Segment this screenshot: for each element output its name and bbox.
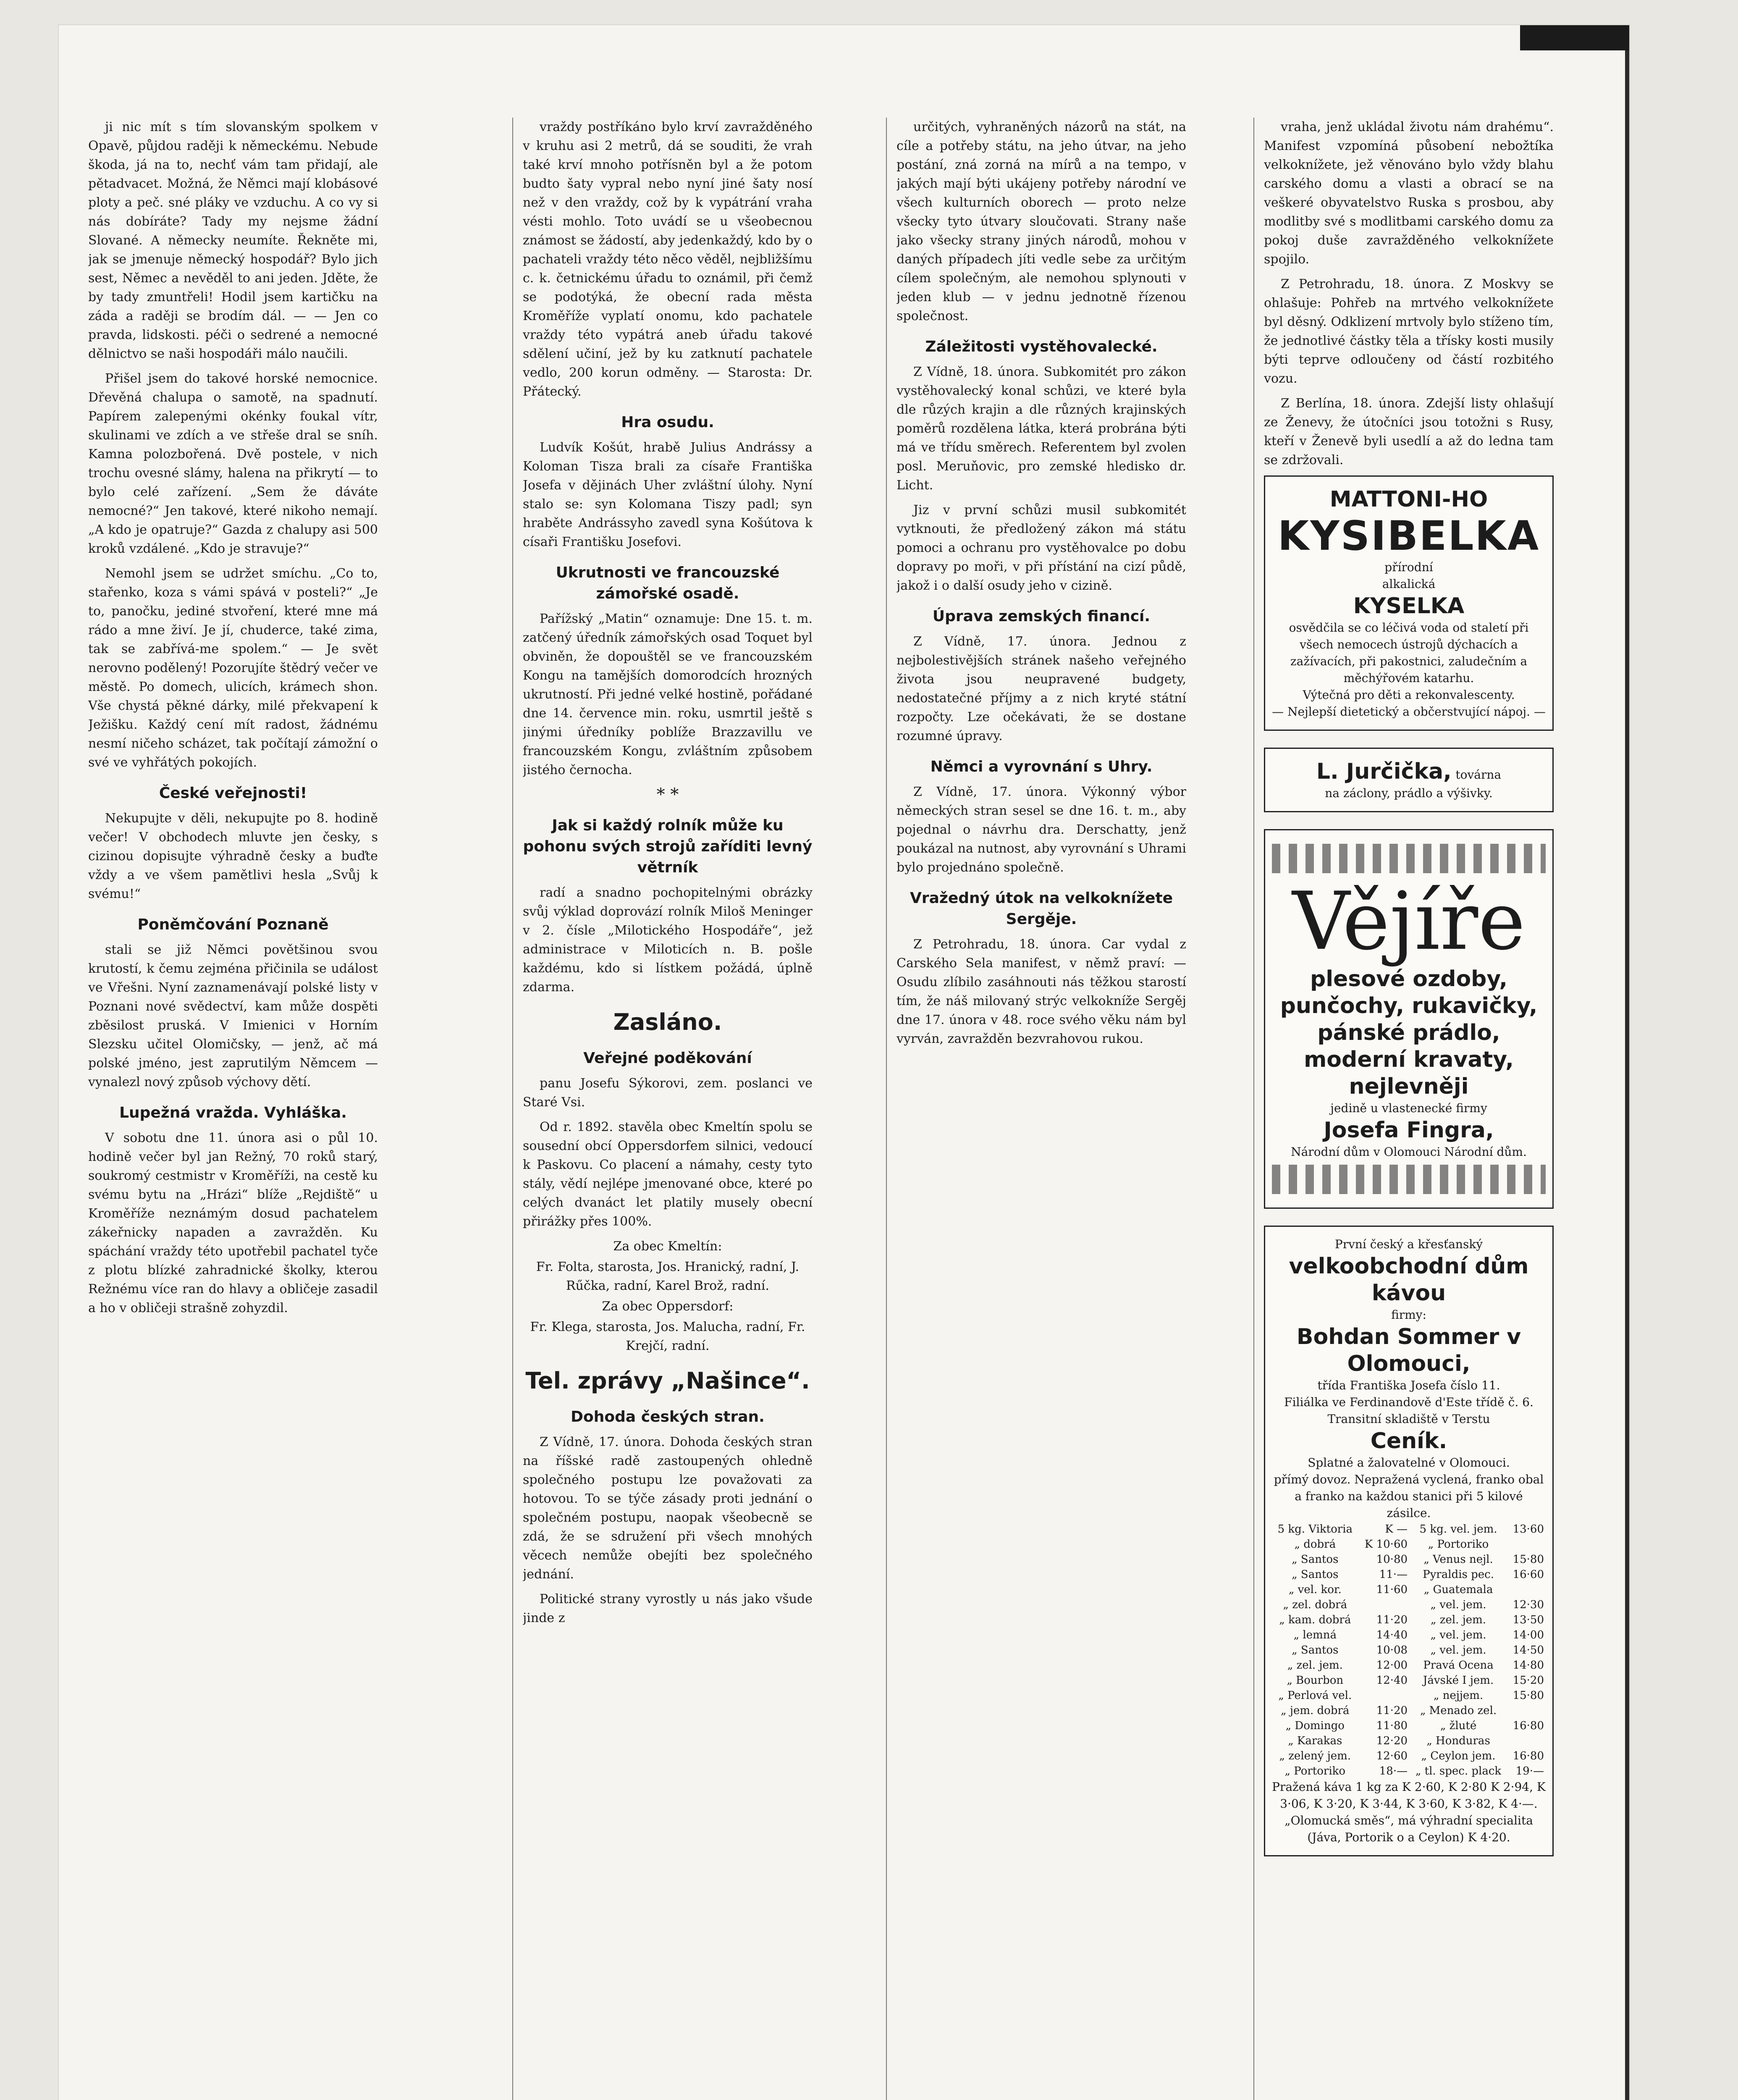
column-1 <box>88 118 378 2100</box>
article-paragraph: Z Petrohradu, 18. února. Car vydal z Carského Sela manifest, v němž praví: — Osudu zlíbilo zasáhnouti nás těžkou starostí tím, že náš milovaný strýc velkokníže Sergěj dne 17. února v 48. roce svého věku nám byl vyrván, zavražděn bezvrahovou rukou. <box>897 937 1186 1046</box>
advert-text: Výtečná pro děti a rekonvalescenty. <box>1303 688 1515 702</box>
table-cell: „ nejjem. <box>1433 1689 1484 1702</box>
advert-line: třída Františka Josefa číslo 11. <box>1317 1378 1500 1392</box>
table-cell: „ Bourbon <box>1287 1674 1344 1687</box>
article-heading: Jak si každý rolník může ku pohonu svých strojů zaříditi levný větrník <box>523 817 813 876</box>
article-heading: Němci a vyrovnání s Uhry. <box>930 758 1153 775</box>
table-row <box>1272 1718 1546 1733</box>
ornament-border <box>1272 844 1546 873</box>
table-row <box>1272 1703 1546 1718</box>
table-cell: 15·80 <box>1513 1553 1544 1566</box>
article-paragraph: vraha, jenž ukládal životu nám drahému“. Manifest vzpomíná působení nebožtíka velkoknížete, jež věnováno bylo vždy blahu carského domu a vlasti a obrací se na veškeré obyvatelstvo Ruska s prosbou, aby modlitby své s modlitbami carského domu za pokoj duše zavražděného velkoknížete spojilo. <box>1264 120 1554 267</box>
advert-brand: KYSIBELKA <box>1277 512 1540 559</box>
advert-title: MATTONI-HO <box>1329 487 1488 512</box>
advert-line: Josefa Fingra, <box>1324 1118 1494 1143</box>
advert-line: přímý dovoz. Nepražená vyclená, franko obal a franko na každou stanici při 5 kilové zásilce. <box>1274 1473 1544 1520</box>
table-cell: 16·80 <box>1513 1719 1544 1732</box>
advert-line: Transitní skladiště v Terstu <box>1327 1412 1490 1426</box>
table-cell: 14·00 <box>1513 1629 1544 1641</box>
table-cell <box>1507 1733 1546 1748</box>
article-heading: Poněmčování Poznaně <box>137 916 329 933</box>
table-cell: „ Guatemala <box>1423 1583 1493 1596</box>
table-cell: 18·— <box>1379 1765 1408 1777</box>
signature-line: Za obec Oppersdorf: <box>602 1299 734 1314</box>
advert-subtitle: alkalická <box>1382 577 1436 591</box>
column-rule <box>886 118 887 2100</box>
advert-sommer <box>1264 1226 1554 1856</box>
advert-mattoni <box>1264 475 1554 731</box>
table-cell: 14·50 <box>1513 1644 1544 1656</box>
table-cell: „ kam. dobrá <box>1279 1614 1351 1626</box>
table-cell: 16·60 <box>1513 1568 1544 1581</box>
article-heading: Ukrutnosti ve francouzské zámořské osadě. <box>556 564 780 602</box>
article-heading: Dohoda českých stran. <box>571 1408 765 1425</box>
ornament-border <box>1272 1165 1546 1194</box>
advert-line: plesové ozdoby, <box>1310 966 1508 992</box>
advert-brand: Vějíře <box>1292 875 1526 968</box>
article-paragraph: V sobotu dne 11. února asi o půl 10. hodině večer byl jan Režný, 70 roků starý, soukromý cestmistr v Kroměříži, na cestě ku svému bytu na „Hrázi“ blíže „Rejdiště“ u Kroměříže neznámým dosud pachatelem zákeřnicky napaden a zavražděn. Ku spáchání vraždy této upotřebil pachatel tyče z plotu blízké zahradnické školky, kterou Režnému více ran do hlavy a obličeje zasadil a ho v obličeji strašně zohyzdil. <box>88 1131 378 1315</box>
signature-line: Fr. Folta, starosta, Jos. Hranický, radní, J. Rűčka, radní, Karel Brož, radní. <box>536 1260 800 1293</box>
table-cell: 10·08 <box>1376 1644 1408 1656</box>
table-cell: „ vel. jem. <box>1430 1599 1486 1611</box>
advert-line: moderní kravaty, <box>1304 1047 1514 1072</box>
table-cell: 12·20 <box>1376 1735 1408 1747</box>
table-cell: 16·80 <box>1513 1750 1544 1762</box>
article-paragraph: vraždy postříkáno bylo krví zavražděného v kruhu asi 2 metrů, dá se souditi, že vrah také krví mnoho potřísněn byl a že potom budto šaty vypral nebo nyní jiné šaty nosí než v den vraždy, což by k vypátrání vraha vésti mohlo. Toto uvádí se u všeobecnou známost se žádostí, aby jedenkaždý, kdo by o pachateli vraždy této něco věděl, nejbližšímu c. k. četnickému úřadu to oznámil, při čemž se podotýká, že obecní rada města Kroměříže vyplatí onomu, kdo pachatele vraždy této vypátrá aneb úřadu takové sdělení učiní, jež by ku zatknutí pachatele vedlo, 200 korun odměny. — Starosta: Dr. Přátecký. <box>523 120 813 399</box>
table-row <box>1272 1628 1546 1643</box>
table-cell: „ zelený jem. <box>1279 1750 1351 1762</box>
table-cell: 13·60 <box>1513 1523 1544 1536</box>
table-row <box>1272 1673 1546 1688</box>
table-cell: „ Domingo <box>1285 1719 1345 1732</box>
article-paragraph: Přišel jsem do takové horské nemocnice. Dřevěná chalupa o samotě, na spadnutí. Papírem zalepenými okénky foukal vítr, skulinami ve zdích a ve střeše dral se sníh. Kamna polozbořená. Dvě postele, v nich trochu ovesné slámy, halena na přikrytí — to bylo celé zařízení. „Sem že dáváte nemocné?“ Jen takové, které nikoho nemají. „A kdo je opatruje?“ Gazda z chalupy asi 500 kroků vzdálené. „Kdo je stravuje?“ <box>88 371 378 556</box>
table-cell: 11·60 <box>1376 1583 1408 1596</box>
table-row <box>1272 1522 1546 1537</box>
advert-line: Národní dům v Olomouci Národní dům. <box>1291 1145 1527 1159</box>
table-cell: 12·30 <box>1513 1599 1544 1611</box>
article-heading: Vražedný útok na velkoknížete Sergěje. <box>910 890 1173 928</box>
article-paragraph: Jiz v první schůzi musil subkomitét vytknouti, že předložený zákon má státu pomoci a ochranu pro vystěhovalce po dobu dopravy po moři, v při přístání na cizí půdě, jakož i o další osudy jeho v cizině. <box>897 503 1186 593</box>
table-cell: „ zel. jem. <box>1287 1659 1343 1672</box>
table-cell: 5 kg. vel. jem. <box>1419 1523 1497 1536</box>
table-cell: 12·00 <box>1376 1659 1408 1672</box>
table-cell <box>1507 1537 1546 1552</box>
table-cell: Jávské I jem. <box>1423 1674 1494 1687</box>
article-paragraph: Z Vídně, 17. února. Dohoda českých stran na říšské radě zastoupených ohledně společného postupu lze považovati za hotovou. To se týče zásady proti jednání o společném postupu, naopak všeobecně se zdá, že se sdružení při všech mnohých věcech nemůže obejíti bez společného jednání. <box>523 1435 813 1582</box>
table-row <box>1272 1733 1546 1748</box>
table-cell: 15·80 <box>1513 1689 1544 1702</box>
advert-line: Bohdan Sommer v Olomouci, <box>1296 1324 1521 1376</box>
advert-line: pánské prádlo, <box>1317 1020 1500 1045</box>
article-paragraph: Z Vídně, 18. února. Subkomitét pro zákon vystěhovalecký konal schůzi, ve které byla dle růzých krajin a dle různých krajinských poměrů rozdělena látka, která probrána býti má ve třídu směrech. Referentem byl zvolen posl. Meruňovic, pro zemské hledisko dr. Licht. <box>897 365 1186 493</box>
advert-line: nejlevněji <box>1349 1074 1469 1099</box>
article-paragraph: panu Josefu Sýkorovi, zem. poslanci ve Staré Vsi. <box>523 1076 813 1110</box>
advert-line: Pražená káva 1 kg za K 2·60, K 2·80 K 2·94, K 3·06, K 3·20, K 3·44, K 3·60, K 3·82, K 4·—. <box>1272 1780 1546 1811</box>
article-paragraph: určitých, vyhraněných názorů na stát, na cíle a potřeby státu, na jeho útvar, na jeho postání, zná zorná na mírů a na tempo, v jakých mají býti ukájeny potřeby národní ve všech kulturních oborech — proto nelze všecky tyto útvary sloučovati. Strany naše jako všecky strany jiných národů, mohou v daných případech jíti vedle sebe za určitým cílem společným, ale nemohou splynouti v jeden klub — v jednu jednotně řízenou společnost. <box>897 120 1186 323</box>
advert-line: Ceník. <box>1370 1428 1447 1454</box>
signature-line: Za obec Kmeltín: <box>613 1239 722 1254</box>
table-cell: „ žluté <box>1440 1719 1477 1732</box>
article-paragraph: Nemohl jsem se udržet smíchu. „Co to, stařenko, koza s vámi spává v posteli?“ „Je to, panočku, jediné stvoření, které mne má rádo a mne živí. Je jí, chuderce, také zima, tak se zabřívá-me spolem.“ — Je svět nerovno podělený! Pozorujíte štědrý večer ve městě. Po domech, ulicích, krámech shon. Vše chystá pěkné dárky, milé překvapení k Ježišku. Každý cení mít radost, žádnému nesmí ničeho scházet, tak počítají zámožní o své ve vyhřátých pokojích. <box>88 566 378 770</box>
article-heading: Úprava zemských financí. <box>932 608 1151 625</box>
table-cell: „ Santos <box>1292 1644 1339 1656</box>
table-cell: K — <box>1385 1523 1408 1536</box>
advert-line: Splatné a žalovatelné v Olomouci. <box>1308 1456 1510 1470</box>
table-cell: 5 kg. Viktoria <box>1277 1523 1353 1536</box>
table-cell: „ Karakas <box>1288 1735 1342 1747</box>
scan-corner-mark <box>1520 25 1629 50</box>
table-cell: „ Perlová vel. <box>1278 1689 1352 1702</box>
table-cell: „ Santos <box>1292 1568 1339 1581</box>
table-cell: „ dobrá <box>1294 1538 1336 1551</box>
table-cell: „ vel. kor. <box>1288 1583 1342 1596</box>
advert-subtitle: továrna <box>1455 768 1502 782</box>
table-cell: 19·— <box>1515 1765 1544 1777</box>
table-row <box>1272 1597 1546 1612</box>
table-cell: 12·60 <box>1376 1750 1408 1762</box>
table-cell: 15·20 <box>1513 1674 1544 1687</box>
table-cell: „ Ceylon jem. <box>1421 1750 1496 1762</box>
table-cell: „ Venus nejl. <box>1423 1553 1493 1566</box>
table-cell <box>1358 1597 1409 1612</box>
table-row <box>1272 1612 1546 1628</box>
advert-line: „Olomucká směs“, má výhradní specialita (Jáva, Portorik o a Ceylon) K 4·20. <box>1284 1814 1533 1844</box>
column-rule <box>1253 118 1254 2100</box>
article-heading: Záležitosti vystěhovalecké. <box>925 338 1158 355</box>
advert-jurcicka <box>1264 748 1554 812</box>
article-paragraph: Politické strany vyrostly u nás jako všude jinde z <box>523 1592 813 1625</box>
article-paragraph: Ludvík Košút, hrabě Julius Andrássy a Koloman Tisza brali za císaře Františka Josefa v dějinách Uher zvláštní úlohy. Nyní stalo se: syn Kolomana Tiszy padl; syn hraběte Andrássyho zavedl syna Košútova k císaři Františku Josefovi. <box>523 440 813 549</box>
table-cell: „ tl. spec. plack <box>1415 1765 1502 1777</box>
table-cell: Pravá Ocena <box>1423 1659 1494 1672</box>
table-row <box>1272 1643 1546 1658</box>
article-paragraph: Nekupujte v děli, nekupujte po 8. hodině večer! V obchodech mluvte jen česky, s cizinou dopisujte výhradně česky a buďte vždy a ve všem pamětlivi hesla „Svůj k svému!“ <box>88 811 378 901</box>
table-row <box>1272 1567 1546 1582</box>
table-cell <box>1358 1688 1409 1703</box>
table-cell: 10·80 <box>1376 1553 1408 1566</box>
table-cell: 14·80 <box>1513 1659 1544 1672</box>
section-heading: Zasláno. <box>613 1009 722 1035</box>
article-paragraph: stali se již Němci povětšinou svou krutostí, k čemu zejména přičinila se událost ve Vřešni. Nyní zaznamenávají polské listy v Poznani nové svědectví, kam může dospěti zběsilost pruská. V Imienici v Horním Slezsku učitel Olomičsky, — jenž, ač má polské jméno, jest zaprutilým Němcem — vynalezl nový způsob výchovy dětí. <box>88 942 378 1089</box>
column-4 <box>1264 118 1554 2100</box>
table-cell: 11·20 <box>1376 1614 1408 1626</box>
article-paragraph: Z Petrohradu, 18. února. Z Moskvy se ohlašuje: Pohřeb na mrtvého velkoknížete byl děsný. Odklizení mrtvoly bylo stíženo tím, že jednotlivé částky těla a třísky kosti musily býti teprve odloučeny od částí rozbitého vozu. <box>1264 277 1554 386</box>
table-row <box>1272 1748 1546 1764</box>
table-cell: 11·80 <box>1376 1719 1408 1732</box>
advert-line: Filiálka ve Ferdinandově d'Este třídě č. 6. <box>1284 1395 1534 1409</box>
advert-fingr <box>1264 829 1554 1209</box>
table-cell: K 10·60 <box>1364 1538 1408 1551</box>
article-heading: Lupežná vražda. Vyhláška. <box>119 1104 347 1121</box>
table-cell: 13·50 <box>1513 1614 1544 1626</box>
advert-line: jedině u vlastenecké firmy <box>1330 1101 1487 1115</box>
table-cell: „ Santos <box>1292 1553 1339 1566</box>
table-cell: 11·— <box>1379 1568 1408 1581</box>
advert-brand: L. Jurčička, <box>1316 759 1452 784</box>
table-row <box>1272 1582 1546 1597</box>
scan-edge-mark <box>1625 50 1629 2100</box>
table-cell: „ vel. jem. <box>1430 1644 1486 1656</box>
article-paragraph: Z Berlína, 18. února. Zdejší listy ohlašují ze Ženevy, že útočníci jsou totožni s Rusy, kteří v Ženevě byli usedlí a až do ledna tam se zdržovali. <box>1264 396 1554 467</box>
table-row <box>1272 1552 1546 1567</box>
article-heading: Veřejné poděkování <box>583 1050 752 1067</box>
advert-line: velkoobchodní dům kávou <box>1289 1254 1529 1306</box>
table-cell: „ zel. jem. <box>1431 1614 1486 1626</box>
advert-line: punčochy, rukavičky, <box>1280 993 1538 1018</box>
column-3 <box>897 118 1186 2100</box>
article-paragraph: Z Vídně, 17. února. Výkonný výbor německých stran sesel se dne 16. t. m., aby pojednal o návrhu dra. Derschatty, jenž poukázal na nutnost, aby vyrovnání s Uhrami bylo projednáno společně. <box>897 785 1186 875</box>
column-2 <box>523 118 813 2100</box>
table-cell: Pyraldis pec. <box>1423 1568 1494 1581</box>
table-cell: „ zel. dobrá <box>1283 1599 1347 1611</box>
table-cell: „ vel. jem. <box>1430 1629 1486 1641</box>
article-paragraph: Z Vídně, 17. února. Jednou z nejbolestivějších stránek našeho veřejného života jsou neupravené budgety, nedostatečné příjmy a z nich kryté státní rozpočty. Lze očekávati, že se dostane rozumné úpravy. <box>897 634 1186 743</box>
table-cell: 12·40 <box>1376 1674 1408 1687</box>
table-cell: „ jem. dobrá <box>1281 1704 1350 1717</box>
table-cell: „ Honduras <box>1426 1735 1490 1747</box>
advert-subtitle: přírodní <box>1384 560 1433 574</box>
section-heading: Tel. zprávy „Našince“. <box>525 1368 810 1394</box>
table-cell: „ Menado zel. <box>1420 1704 1497 1717</box>
article-paragraph: Od r. 1892. stavěla obec Kmeltín spolu se sousední obcí Oppersdorfem silnici, vedoucí k Paskovu. Co placení a námahy, cesty tyto stály, vědí nejlépe jmenované obce, které po celých dvanáct let platily musely obecní přirážky přes 100%. <box>523 1120 813 1229</box>
article-paragraph: Pařížský „Matin“ oznamuje: Dne 15. t. m. zatčený úředník zámořských osad Toquet byl obviněn, že dopouštěl se ve francouzském Kongu na tamějších domorodcích hrozných ukrutností. Při jedné velké hostině, pořádané dne 14. července min. roku, usmrtil ještě s jinými úředníky poblíže Brazzavillu ve francouzském Kongu, zvláštním způsobem jistého černocha. <box>523 612 813 777</box>
column-rule <box>512 118 513 2100</box>
price-table <box>1272 1522 1546 1779</box>
advert-line: První český a křesťanský <box>1334 1237 1483 1251</box>
signature-line: Fr. Klega, starosta, Jos. Malucha, radní, Fr. Krejčí, radní. <box>530 1320 805 1353</box>
table-row <box>1272 1537 1546 1552</box>
table-cell <box>1507 1582 1546 1597</box>
advert-subtitle: KYSELKA <box>1353 593 1465 619</box>
article-paragraph: radí a snadno pochopitelnými obrázky svůj výklad doprovází rolník Miloš Meninger v 2. čísle „Milotického Hospodáře“, jež administrace v Miloticích n. B. pošle každému, kdo si lístkem požádá, úplně zdarma. <box>523 885 813 995</box>
section-separator: * * <box>656 785 679 804</box>
article-heading: České veřejnosti! <box>159 785 307 802</box>
advert-text: — Nejlepší dietetický a občerstvující nápoj. — <box>1272 705 1546 719</box>
table-cell: „ Portoriko <box>1284 1765 1346 1777</box>
advert-text: na záclony, prádlo a výšivky. <box>1325 786 1493 800</box>
table-cell: 14·40 <box>1376 1629 1408 1641</box>
table-row <box>1272 1658 1546 1673</box>
advert-text: osvědčila se co léčivá voda od staletí při všech nemocech ústrojů dýchacích a zažívacích, při pakostnici, zaludečním a měchýřovém katarhu. <box>1289 621 1529 685</box>
table-row <box>1272 1688 1546 1703</box>
table-row <box>1272 1764 1546 1779</box>
advert-line: firmy: <box>1391 1308 1426 1322</box>
article-paragraph: ji nic mít s tím slovanským spolkem v Opavě, půjdou raději k německému. Nebude škoda, já na to, nechť vám tam přidají, ale pětadvacet. Možná, že Němci mají klobásové ploty a peč. sné pláky ve vzduchu. A co vy si nás dobíráte? Tady my nejsme žádní Slované. A německy neumíte. Řekněte mi, jak se jmenuje německý hospodář? Bylo jich sest, Němec a nevěděl to ani jeden. Jděte, že by tady zmuntřeli! Hodil jsem kartičku na záda a raději se brodím dál. — — Jen co pravda, lidskosti. péči o sedrené a nemocné dělnictvo se naši hospodáři málo naučili. <box>88 120 378 361</box>
article-heading: Hra osudu. <box>621 414 714 431</box>
table-cell: „ lemná <box>1293 1629 1337 1641</box>
table-cell: 11·20 <box>1376 1704 1408 1717</box>
table-cell <box>1507 1703 1546 1718</box>
table-cell: „ Portoriko <box>1428 1538 1489 1551</box>
